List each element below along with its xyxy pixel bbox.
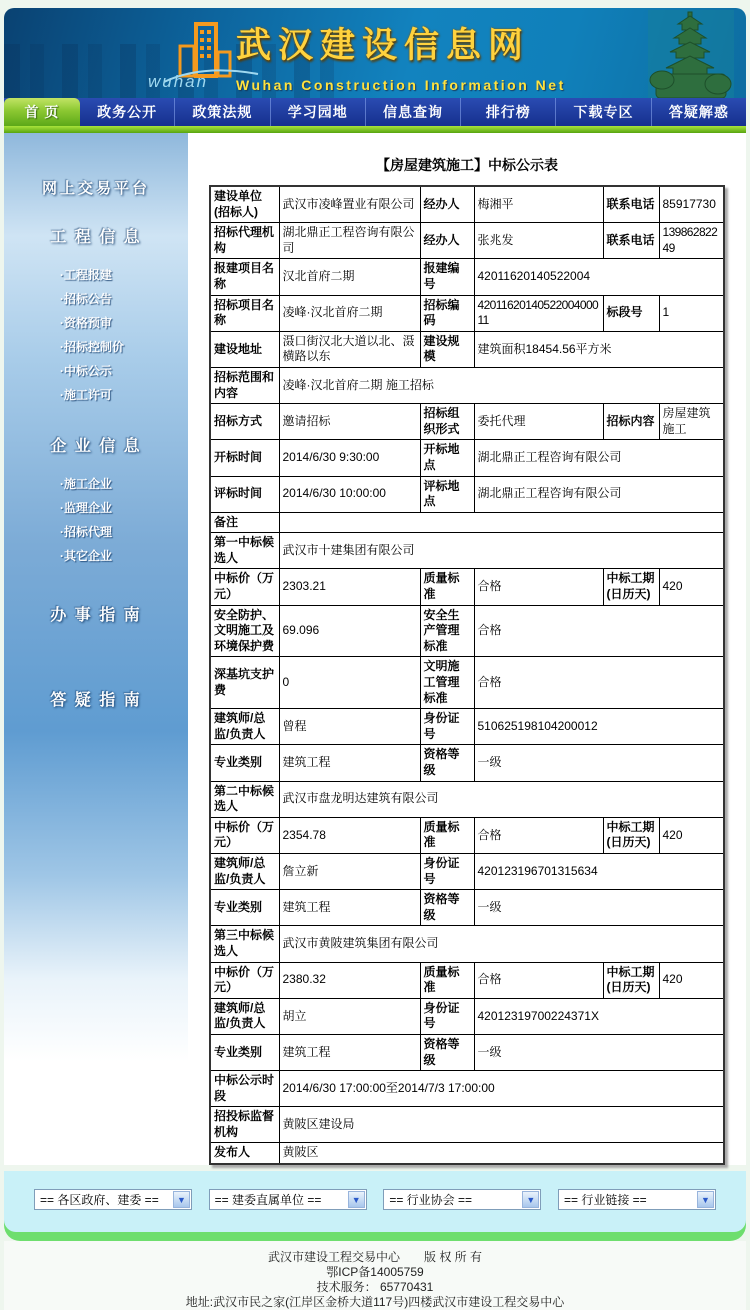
field-value: 湖北鼎正工程咨询有限公司 <box>279 223 420 259</box>
table-row <box>210 890 724 926</box>
field-label: 开标时间 <box>210 440 279 476</box>
table-row <box>210 533 724 569</box>
table-row <box>210 186 724 223</box>
field-label: 专业类别 <box>210 745 279 781</box>
field-label: 招标项目名称 <box>210 295 279 331</box>
table-row <box>210 1107 724 1143</box>
sidebar-section <box>4 224 188 407</box>
field-label: 发布人 <box>210 1143 279 1164</box>
field-value: 42011620140522004 <box>474 259 724 295</box>
field-value: 420 <box>659 962 724 998</box>
field-label: 中标工期(日历天) <box>603 569 659 605</box>
footer-line: 武汉市建设工程交易中心 版 权 所 有 <box>267 1250 482 1265</box>
table-row <box>210 259 724 295</box>
field-value: 42012319700224371X <box>474 998 724 1034</box>
sidebar-section-title: 办 事 指 南 <box>50 607 142 624</box>
table-row <box>210 367 724 403</box>
field-value: 2014/6/30 17:00:00至2014/7/3 17:00:00 <box>279 1071 724 1107</box>
sidebar-section <box>4 433 188 568</box>
nav-tab[interactable]: 信息查询 <box>366 98 461 126</box>
field-label: 中标价（万元） <box>210 817 279 853</box>
table-row <box>210 404 724 440</box>
table-row <box>210 926 724 962</box>
sidebar-section-title: 企 业 信 息 <box>50 438 142 455</box>
table-row <box>210 853 724 889</box>
sidebar-link[interactable]: ·施工企业 <box>60 477 112 491</box>
field-value: 武汉市凌峰置业有限公司 <box>279 186 420 223</box>
field-label: 招标编码 <box>420 295 474 331</box>
field-label: 报建项目名称 <box>210 259 279 295</box>
sidebar-link[interactable]: ·其它企业 <box>60 549 112 563</box>
sidebar-section <box>4 687 188 710</box>
sidebar-section <box>4 602 188 625</box>
sidebar-sections <box>4 224 188 710</box>
field-label: 标段号 <box>603 295 659 331</box>
logo-script-text: wuhan <box>148 72 209 91</box>
field-label: 第二中标候选人 <box>210 781 279 817</box>
field-label: 中标价（万元） <box>210 569 279 605</box>
chevron-down-icon[interactable]: ▼ <box>173 1191 190 1208</box>
field-value: 13986282249 <box>659 223 724 259</box>
links-section <box>4 1171 746 1241</box>
nav-tab[interactable]: 答疑解惑 <box>668 104 729 120</box>
yellow-crane-tower-icon <box>648 10 734 98</box>
site-subtitle: Wuhan Construction Information Net <box>236 77 566 93</box>
field-value: 85917730 <box>659 186 724 223</box>
sidebar-link[interactable]: ·招标代理 <box>60 525 112 539</box>
main-panel <box>188 133 746 1165</box>
field-value: 420 <box>659 817 724 853</box>
field-label: 质量标准 <box>420 962 474 998</box>
table-row <box>210 476 724 512</box>
field-value: 2380.32 <box>279 962 420 998</box>
field-label: 深基坑支护费 <box>210 657 279 709</box>
field-value: 武汉市黄陂建筑集团有限公司 <box>279 926 724 962</box>
nav-tab[interactable]: 排行榜 <box>461 98 556 126</box>
sidebar-link[interactable]: ·工程报建 <box>60 268 112 282</box>
field-value: 合格 <box>474 605 724 657</box>
field-value: 建筑工程 <box>279 745 420 781</box>
nav-tab[interactable]: 政务公开 <box>80 98 175 126</box>
link-dropdown[interactable] <box>558 1189 716 1210</box>
table-row <box>210 512 724 533</box>
field-label: 中标工期(日历天) <box>603 817 659 853</box>
site-header <box>4 8 746 98</box>
field-label: 开标地点 <box>420 440 474 476</box>
table-row <box>210 817 724 853</box>
site-title: 武汉建设信息网 <box>236 26 531 65</box>
field-label: 建设地址 <box>210 331 279 367</box>
nav-tab[interactable]: 学习园地 <box>271 98 366 126</box>
field-label: 招标内容 <box>603 404 659 440</box>
field-value: 2014/6/30 10:00:00 <box>279 476 420 512</box>
field-label: 资格等级 <box>420 890 474 926</box>
table-row <box>210 1034 724 1070</box>
field-value: 4201162014052200400011 <box>474 295 603 331</box>
field-label: 评标地点 <box>420 476 474 512</box>
field-label: 第一中标候选人 <box>210 533 279 569</box>
field-value: 汉北首府二期 <box>279 259 420 295</box>
field-value: 合格 <box>474 962 603 998</box>
field-label: 中标价（万元） <box>210 962 279 998</box>
field-label: 招标范围和内容 <box>210 367 279 403</box>
sidebar-link[interactable]: ·招标公告 <box>60 292 112 306</box>
sidebar-platform-title: 网上交易平台 <box>41 180 150 197</box>
table-row <box>210 1071 724 1107</box>
field-label: 建设规模 <box>420 331 474 367</box>
field-label: 评标时间 <box>210 476 279 512</box>
field-label: 联系电话 <box>603 186 659 223</box>
link-dropdown[interactable] <box>34 1189 192 1210</box>
main-nav <box>4 98 746 126</box>
sidebar <box>4 133 188 1165</box>
field-value: 房屋建筑施工 <box>659 404 724 440</box>
field-label: 身份证号 <box>420 853 474 889</box>
table-row <box>210 605 724 657</box>
field-value: 詹立新 <box>279 853 420 889</box>
field-value: 2303.21 <box>279 569 420 605</box>
field-label: 资格等级 <box>420 745 474 781</box>
field-value: 510625198104200012 <box>474 709 724 745</box>
bid-table-body <box>210 186 724 1164</box>
nav-tab[interactable]: 首 页 <box>4 98 80 126</box>
field-value: 420123196701315634 <box>474 853 724 889</box>
sidebar-link[interactable]: ·中标公示 <box>60 364 112 378</box>
field-label: 建筑师/总监/负责人 <box>210 709 279 745</box>
field-value: 湖北鼎正工程咨询有限公司 <box>474 476 724 512</box>
links-band <box>4 1171 746 1232</box>
field-label: 联系电话 <box>603 223 659 259</box>
field-value: 合格 <box>474 569 603 605</box>
table-title: 【房屋建筑施工】中标公示表 <box>376 157 558 173</box>
field-label: 专业类别 <box>210 890 279 926</box>
field-label: 质量标准 <box>420 569 474 605</box>
table-row <box>210 569 724 605</box>
footer-line: 地址:武汉市民之家(江岸区金桥大道117号)四楼武汉市建设工程交易中心 <box>185 1295 565 1310</box>
field-value: 武汉市盘龙明达建筑有限公司 <box>279 781 724 817</box>
field-label: 文明施工管理标准 <box>420 657 474 709</box>
chevron-down-icon[interactable]: ▼ <box>522 1191 539 1208</box>
nav-tab[interactable]: 下载专区 <box>556 98 651 126</box>
field-value: 曾程 <box>279 709 420 745</box>
field-value: 一级 <box>474 1034 724 1070</box>
sidebar-link[interactable]: ·招标控制价 <box>60 340 124 354</box>
nav-tab[interactable]: 政策法规 <box>175 98 270 126</box>
table-row <box>210 1143 724 1164</box>
sidebar-link[interactable]: ·施工许可 <box>60 388 112 402</box>
field-value: 2354.78 <box>279 817 420 853</box>
sidebar-section-title: 答 疑 指 南 <box>50 692 142 709</box>
table-row <box>210 295 724 331</box>
sidebar-link[interactable]: ·资格预审 <box>60 316 112 330</box>
bid-announcement-table <box>209 185 725 1165</box>
field-value: 邀请招标 <box>279 404 420 440</box>
footer-line: 鄂ICP备14005759 <box>326 1265 424 1280</box>
field-value: 69.096 <box>279 605 420 657</box>
chevron-down-icon[interactable]: ▼ <box>348 1191 365 1208</box>
field-value: 0 <box>279 657 420 709</box>
field-label: 中标工期(日历天) <box>603 962 659 998</box>
table-row <box>210 440 724 476</box>
table-row <box>210 331 724 367</box>
field-value: 凌峰·汉北首府二期 <box>279 295 420 331</box>
field-label: 安全防护、文明施工及环境保护费 <box>210 605 279 657</box>
table-row <box>210 998 724 1034</box>
field-label: 身份证号 <box>420 998 474 1034</box>
field-label: 建设单位(招标人) <box>210 186 279 223</box>
field-value: 一级 <box>474 890 724 926</box>
field-value: 委托代理 <box>474 404 603 440</box>
field-label: 质量标准 <box>420 817 474 853</box>
field-value: 梅湘平 <box>474 186 603 223</box>
dropdown-selected-value: == 各区政府、建委 == <box>40 1193 159 1208</box>
field-value: 建筑工程 <box>279 890 420 926</box>
field-label: 招投标监督机构 <box>210 1107 279 1143</box>
field-value: 合格 <box>474 657 724 709</box>
field-value: 武汉市十建集团有限公司 <box>279 533 724 569</box>
footer-line: 技术服务： 65770431 <box>316 1280 434 1295</box>
page-footer <box>4 1241 746 1310</box>
field-label: 招标方式 <box>210 404 279 440</box>
field-label: 经办人 <box>420 186 474 223</box>
field-value: 黄陂区 <box>279 1143 724 1164</box>
sidebar-section-title: 工 程 信 息 <box>50 229 142 246</box>
field-value: 建筑工程 <box>279 1034 420 1070</box>
field-value: 一级 <box>474 745 724 781</box>
field-label: 经办人 <box>420 223 474 259</box>
field-label: 备注 <box>210 512 279 533</box>
field-value: 黄陂区建设局 <box>279 1107 724 1143</box>
field-label: 中标公示时段 <box>210 1071 279 1107</box>
field-value: 1 <box>659 295 724 331</box>
field-value: 张兆发 <box>474 223 603 259</box>
field-value: 2014/6/30 9:30:00 <box>279 440 420 476</box>
field-label: 建筑师/总监/负责人 <box>210 998 279 1034</box>
field-value: 凌峰·汉北首府二期 施工招标 <box>279 367 724 403</box>
table-row <box>210 962 724 998</box>
field-label: 招标组织形式 <box>420 404 474 440</box>
dropdown-selected-value: == 行业链接 == <box>563 1193 647 1208</box>
table-row <box>210 657 724 709</box>
nav-accent-strip <box>4 126 746 133</box>
link-dropdown[interactable] <box>383 1189 541 1210</box>
dropdown-selected-value: == 行业协会 == <box>389 1193 473 1208</box>
field-label: 建筑师/总监/负责人 <box>210 853 279 889</box>
table-row <box>210 709 724 745</box>
table-row <box>210 781 724 817</box>
field-label: 报建编号 <box>420 259 474 295</box>
sidebar-link[interactable]: ·监理企业 <box>60 501 112 515</box>
field-label: 第三中标候选人 <box>210 926 279 962</box>
link-dropdown[interactable] <box>209 1189 367 1210</box>
field-value: 滠口街汉北大道以北、滠横路以东 <box>279 331 420 367</box>
field-value: 湖北鼎正工程咨询有限公司 <box>474 440 724 476</box>
table-row <box>210 745 724 781</box>
table-row <box>210 223 724 259</box>
field-label: 专业类别 <box>210 1034 279 1070</box>
field-value: 420 <box>659 569 724 605</box>
field-value: 建筑面积18454.56平方米 <box>474 331 724 367</box>
field-value: 胡立 <box>279 998 420 1034</box>
field-label: 安全生产管理标准 <box>420 605 474 657</box>
dropdown-selected-value: == 建委直属单位 == <box>214 1193 322 1208</box>
chevron-down-icon[interactable]: ▼ <box>697 1191 714 1208</box>
field-value: 合格 <box>474 817 603 853</box>
field-label: 身份证号 <box>420 709 474 745</box>
field-label: 招标代理机构 <box>210 223 279 259</box>
field-label: 资格等级 <box>420 1034 474 1070</box>
field-value <box>279 512 724 533</box>
